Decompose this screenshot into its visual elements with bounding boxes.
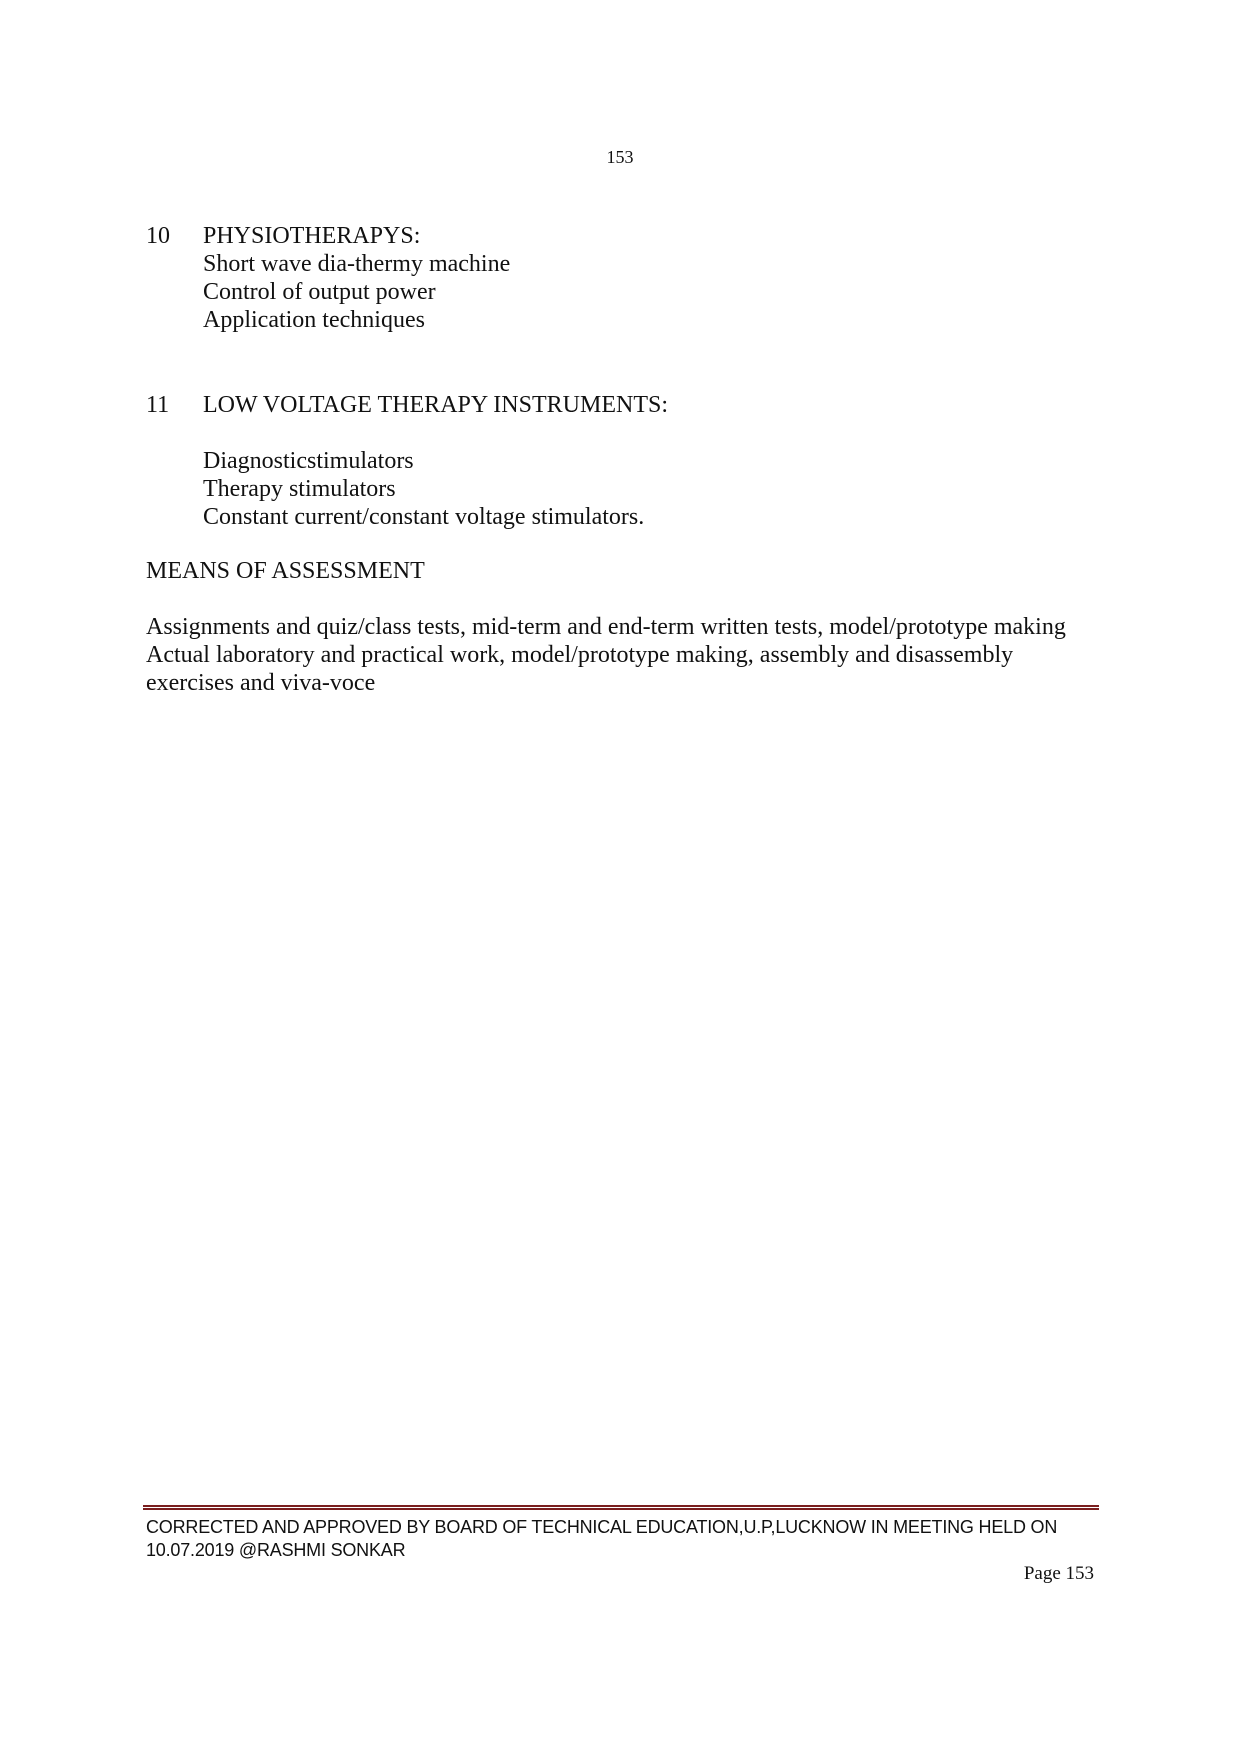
section-number: 11 — [146, 392, 170, 418]
section-heading — [146, 222, 510, 250]
topic-list — [146, 447, 668, 531]
topic-item: Constant current/constant voltage stimulators. — [203, 504, 645, 530]
assessment-paragraph — [146, 613, 1106, 697]
topic-item: Diagnosticstimulators — [203, 448, 414, 474]
topic-item: Control of output power — [203, 279, 436, 305]
section-title: LOW VOLTAGE THERAPY INSTRUMENTS: — [203, 392, 668, 418]
footer-line: 10.07.2019 @RASHMI SONKAR — [146, 1540, 406, 1560]
assessment-line: Assignments and quiz/class tests, mid-term and end-term written tests, model/prototype making — [146, 614, 1066, 640]
footer-divider — [143, 1505, 1099, 1510]
section-low-voltage-therapy — [146, 391, 668, 531]
topic-item: Short wave dia-thermy machine — [203, 251, 511, 277]
page-number-top: 153 — [606, 147, 634, 167]
section-number: 10 — [146, 223, 170, 249]
section-title: PHYSIOTHERAPYS: — [203, 223, 421, 249]
section-heading — [146, 391, 668, 419]
assessment-heading: MEANS OF ASSESSMENT — [146, 558, 425, 584]
section-physiotherapy — [146, 222, 510, 334]
topic-item: Application techniques — [203, 307, 425, 333]
footer-page-number: Page 153 — [1023, 1563, 1094, 1584]
assessment-line: Actual laboratory and practical work, model/prototype making, assembly and disassembly — [146, 642, 1014, 668]
topic-list — [146, 250, 510, 334]
footer-approval-note — [146, 1516, 1106, 1562]
assessment-line: exercises and viva-voce — [146, 670, 376, 696]
topic-item: Therapy stimulators — [203, 476, 396, 502]
footer-line: CORRECTED AND APPROVED BY BOARD OF TECHNICAL EDUCATION,U.P,LUCKNOW IN MEETING HELD ON — [146, 1517, 1058, 1537]
